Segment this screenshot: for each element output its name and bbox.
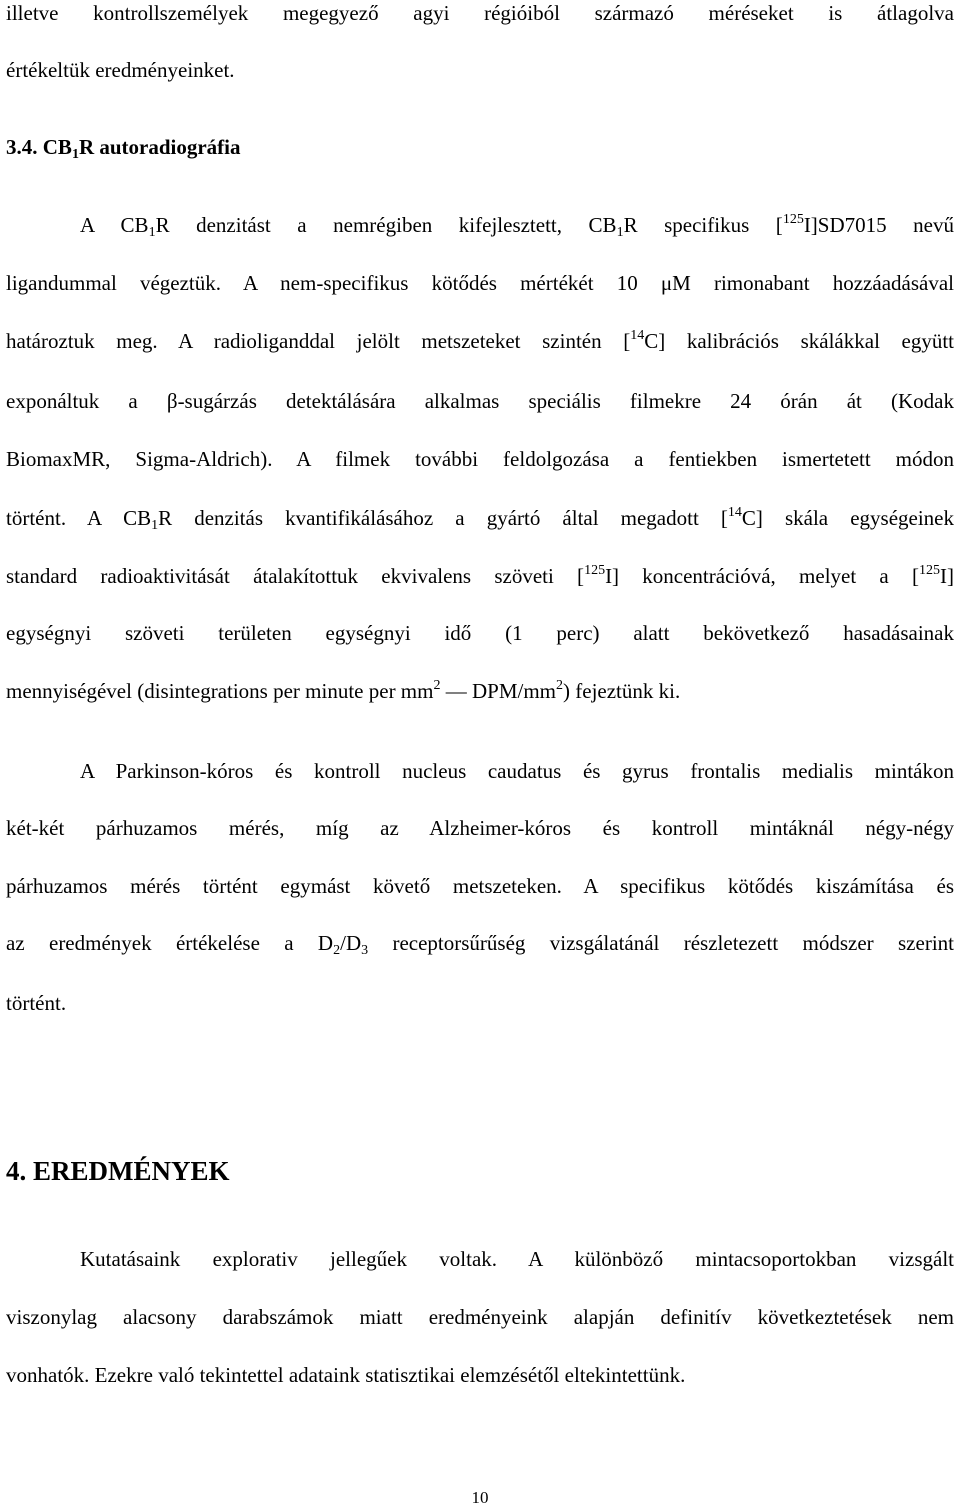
superscript: 14 bbox=[727, 505, 742, 520]
para1-line-2: ligandummal végeztük. A nem-specifikus kötődés mértékét 10 μM rimonabant hozzáadásával bbox=[6, 271, 954, 295]
text-fragment: R denzitást a nemrégiben kifejlesztett, CB bbox=[155, 213, 617, 237]
superscript: 125 bbox=[584, 563, 606, 578]
para3-line-2: viszonylag alacsony darabszámok miatt eredményeink alapján definitív következtetések nem bbox=[6, 1305, 954, 1329]
para3-line-1: Kutatásaink explorativ jellegűek voltak. A különböző mintacsoportokban vizsgált bbox=[80, 1247, 954, 1271]
text-fragment: történt. A CB bbox=[6, 506, 152, 530]
text-fragment: I] bbox=[940, 564, 954, 588]
subscript: 2 bbox=[333, 943, 341, 958]
para2-line-4 bbox=[6, 930, 954, 956]
text-fragment: R denzitás kvantifikálásához a gyártó által megadott [ bbox=[158, 506, 728, 530]
text-fragment: mennyiségével (disintegrations per minute per mm bbox=[6, 679, 434, 703]
para2-line-3: párhuzamos mérés történt egymást követő metszeteken. A specifikus kötődés kiszámítása és bbox=[6, 874, 954, 898]
para1-line-4: exponáltuk a β-sugárzás detektálására alkalmas speciális filmekre 24 órán át (Kodak bbox=[6, 389, 954, 413]
text-fragment: ) fejeztünk ki. bbox=[563, 679, 681, 703]
text-fragment: határoztuk meg. A radioliganddal jelölt metszeteket szintén [ bbox=[6, 329, 631, 353]
section-title-rest: R autoradiográfia bbox=[78, 135, 241, 159]
para1-line-1 bbox=[80, 212, 954, 238]
subscript: 1 bbox=[151, 518, 159, 533]
text-fragment: receptorsűrűség vizsgálatánál részletezett módszer szerint bbox=[368, 931, 954, 955]
superscript: 125 bbox=[782, 212, 804, 227]
para2-line-1: A Parkinson-kóros és kontroll nucleus caudatus és gyrus frontalis medialis mintákon bbox=[80, 759, 954, 783]
superscript: 125 bbox=[919, 563, 940, 578]
para1-line-8: egységnyi szöveti területen egységnyi idő (1 perc) alatt bekövetkező hasadásainak bbox=[6, 621, 954, 645]
subscript: 3 bbox=[361, 943, 369, 958]
page-number: 10 bbox=[471, 1488, 489, 1507]
text-fragment: C] skála egységeinek bbox=[741, 506, 954, 530]
text-fragment: — DPM/mm bbox=[440, 679, 557, 703]
para1-line-6 bbox=[6, 505, 954, 531]
intro-line-2: értékeltük eredményeinket. bbox=[6, 58, 235, 82]
text-fragment: A CB bbox=[80, 213, 149, 237]
text-fragment: R specifikus [ bbox=[623, 213, 783, 237]
text-fragment: az eredmények értékelése a D bbox=[6, 931, 334, 955]
text-fragment: standard radioaktivitását átalakítottuk ekvivalens szöveti [ bbox=[6, 564, 585, 588]
section-title-cb: CB bbox=[42, 135, 72, 159]
section-heading-4: 4. EREDMÉNYEK bbox=[6, 1156, 230, 1186]
intro-line-1: illetve kontrollszemélyek megegyező agyi régióiból származó méréseket is átlagolva bbox=[6, 1, 954, 25]
para1-line-7 bbox=[6, 563, 954, 589]
text-fragment: I]SD7015 nevű bbox=[803, 213, 955, 237]
text-fragment: I] koncentrációvá, melyet a [ bbox=[605, 564, 919, 588]
para1-line-5: BiomaxMR, Sigma-Aldrich). A filmek további feldolgozása a fentiekben ismertetett módon bbox=[6, 447, 954, 471]
section-number: 3.4. bbox=[6, 135, 38, 159]
para3-line-3: vonhatók. Ezekre való tekintettel adataink statisztikai elemzésétől eltekintettünk. bbox=[6, 1363, 686, 1387]
text-fragment: C] kalibrációs skálákkal együtt bbox=[644, 329, 955, 353]
para2-line-5: történt. bbox=[6, 991, 67, 1015]
section-title-subscript: 1 bbox=[71, 147, 79, 162]
text-fragment: /D bbox=[340, 931, 362, 955]
section-heading-3-4 bbox=[6, 135, 241, 160]
subscript: 1 bbox=[616, 225, 624, 240]
para2-line-2: két-két párhuzamos mérés, míg az Alzheimer-kóros és kontroll mintáknál négy-négy bbox=[6, 816, 954, 840]
superscript: 2 bbox=[433, 678, 441, 693]
superscript: 2 bbox=[556, 678, 564, 693]
para1-line-3 bbox=[6, 328, 954, 354]
subscript: 1 bbox=[148, 225, 156, 240]
superscript: 14 bbox=[630, 328, 645, 343]
para1-line-9 bbox=[6, 678, 954, 704]
